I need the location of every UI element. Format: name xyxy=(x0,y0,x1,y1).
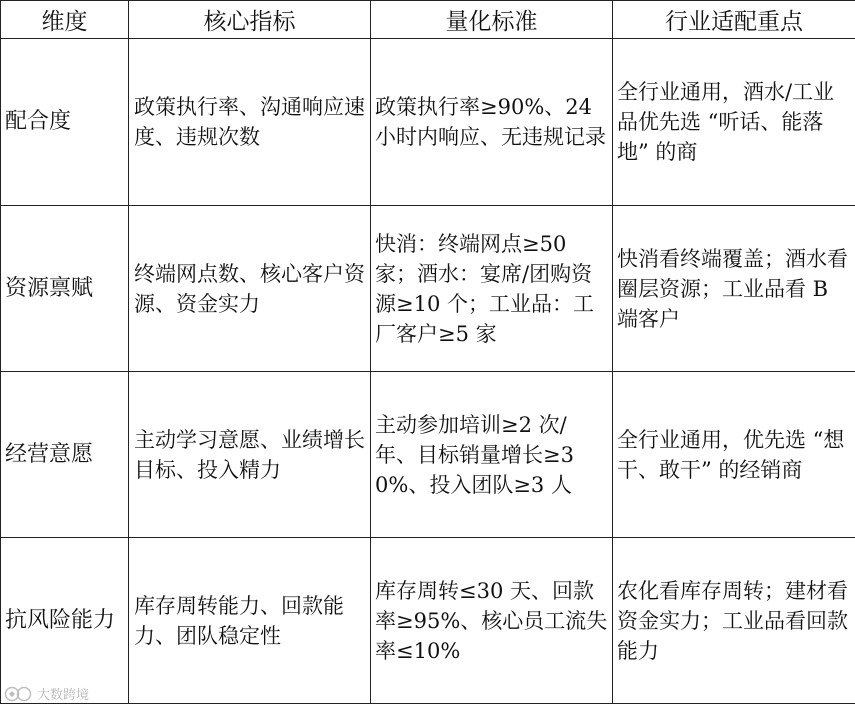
watermark xyxy=(4,684,89,703)
table-row xyxy=(1,372,855,538)
focus-cell: 快消看终端覆盖；酒水看圈层资源；工业品看 B 端客户 xyxy=(613,206,855,372)
watermark-text: 大数跨境 xyxy=(37,684,89,703)
table-row xyxy=(1,206,855,372)
standard-cell: 主动参加培训≥2 次/年、目标销量增长≥30%、投入团队≥3 人 xyxy=(371,372,613,538)
header-indicators: 核心指标 xyxy=(129,1,371,39)
indicators-cell: 主动学习意愿、业绩增长目标、投入精力 xyxy=(129,372,371,538)
table-row xyxy=(1,39,855,206)
dimension-cell: 配合度 xyxy=(1,39,129,206)
standard-cell: 快消：终端网点≥50 家；酒水：宴席/团购资源≥10 个；工业品：工厂客户≥5 家 xyxy=(371,206,613,372)
indicators-cell: 库存周转能力、回款能力、团队稳定性 xyxy=(129,538,371,704)
indicators-cell: 政策执行率、沟通响应速度、违规次数 xyxy=(129,39,371,206)
indicators-cell: 终端网点数、核心客户资源、资金实力 xyxy=(129,206,371,372)
header-standard: 量化标准 xyxy=(371,1,613,39)
focus-cell: 农化看库存周转；建材看资金实力；工业品看回款能力 xyxy=(613,538,855,704)
focus-cell: 全行业通用，优先选 “想干、敢干” 的经销商 xyxy=(613,372,855,538)
header-dimension: 维度 xyxy=(1,1,129,39)
badge-logo-icon xyxy=(4,685,34,703)
table-header-row xyxy=(1,1,855,39)
focus-cell: 全行业通用，酒水/工业品优先选 “听话、能落地” 的商 xyxy=(613,39,855,206)
header-focus: 行业适配重点 xyxy=(613,1,855,39)
dimension-cell: 资源禀赋 xyxy=(1,206,129,372)
table-row xyxy=(1,538,855,704)
standard-cell: 库存周转≤30 天、回款率≥95%、核心员工流失率≤10% xyxy=(371,538,613,704)
dimension-cell: 抗风险能力 xyxy=(1,538,129,704)
standard-cell: 政策执行率≥90%、24 小时内响应、无违规记录 xyxy=(371,39,613,206)
dimension-cell: 经营意愿 xyxy=(1,372,129,538)
